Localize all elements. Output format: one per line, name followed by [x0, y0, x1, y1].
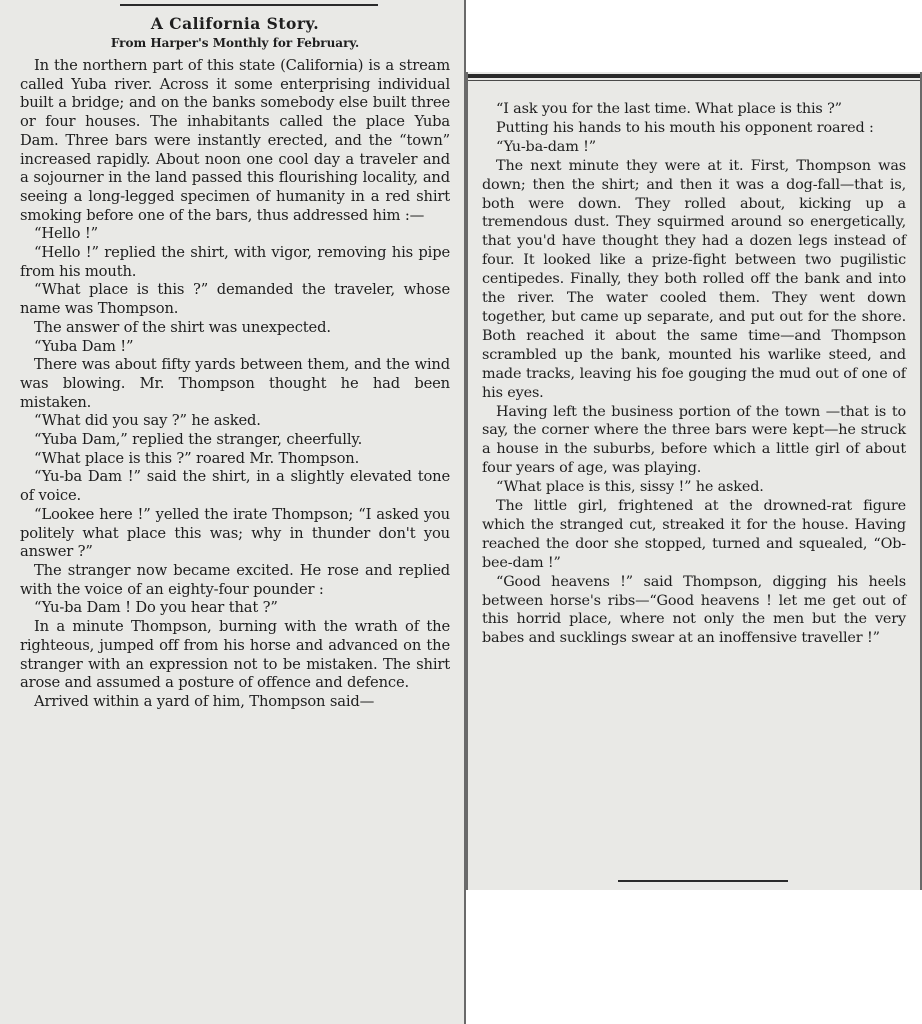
paragraph: There was about fifty yards between them, and the wind was blowing. Mr. Thompson thought he had been mistaken.	[20, 356, 450, 411]
paragraph: Arrived within a yard of him, Thompson said—	[34, 692, 375, 710]
column-top-rule-thin	[468, 80, 920, 81]
paragraph: “Hello !”	[34, 225, 98, 243]
paragraph: “What place is this ?” roared Mr. Thompson.	[34, 449, 360, 467]
paragraph: “Lookee here !” yelled the irate Thompson; “I asked you politely what place this was; why in thunder don't you answer ?”	[20, 505, 450, 561]
column-top-rule	[468, 74, 920, 78]
paragraph: The stranger now became excited. He rose and replied with the voice of an eighty-four pounder :	[20, 561, 450, 598]
paragraph: The little girl, frightened at the drowned-rat figure which the stranged cut, streaked it for the house. Having reached the door she stopped, turned and squealed, “Ob-bee-dam !”	[482, 498, 906, 571]
paragraph: In the northern part of this state (California) is a stream called Yuba river. Across it some enterprising individual built a bridge; and on the banks somebody else built three or four houses. The inhabitants called the place Yuba Dam. Three bars were instantly erected, and the “town” increased rapidly. About noon one cool day a traveler and a sojourner in the land passed this flourishing locality, and seeing a long-legged specimen of humanity in a red shirt smoking before one of the bars, thus addressed him :—	[20, 57, 450, 224]
paragraph: The next minute they were at it. First, Thompson was down; then the shirt; and then it was a dog-fall—that is, both were down. They rolled about, kicking up a tremendous dust. They squirmed around so energetically, that you'd have thought they had a dozen legs instead of four. It looked like a prize-fight between two pugilistic centipedes. Finally, they both rolled off the bank and into the river. The water cooled them. They went down together, but came up separate, and put out for the shore. Both reached it about the same time—and Thompson scrambled up the bank, mounted his warlike steed, and made tracks, leaving his foe gouging the mud out of one of his eyes.	[482, 157, 906, 401]
left-column-body	[20, 57, 450, 712]
paragraph: “Yu-ba Dam ! Do you hear that ?”	[34, 599, 278, 617]
paragraph: “What place is this, sissy !” he asked.	[496, 479, 764, 496]
paragraph: In a minute Thompson, burning with the wrath of the righteous, jumped off from his horse and advanced on the stranger with an expression not to be mistaken. The shirt arose and assumed a posture of offence and defence.	[20, 618, 450, 692]
right-column-body	[482, 72, 906, 648]
paragraph: The answer of the shirt was unexpected.	[34, 318, 331, 336]
right-column	[466, 72, 922, 890]
paragraph: “What did you say ?” he asked.	[34, 412, 261, 430]
paragraph: “Hello !” replied the shirt, with vigor, removing his pipe from his mouth.	[20, 244, 450, 280]
article-title: A California Story.	[150, 14, 320, 33]
paragraph: “Yu-ba Dam !” said the shirt, in a slightly elevated tone of voice.	[20, 468, 450, 505]
paragraph: “Yuba Dam !”	[34, 337, 134, 355]
paragraph: “Good heavens !” said Thompson, digging his heels between horse's ribs—“Good heavens ! let me get out of this horrid place, where not only the men but the very babes and sucklings swear at an inoffensive traveller !”	[482, 573, 906, 647]
paragraph: “What place is this ?” demanded the traveler, whose name was Thompson.	[20, 281, 450, 318]
paragraph: Having left the business portion of the town —that is to say, the corner where the three bars were kept—he struck a house in the suburbs, before which a little girl of about four years of age, was playing.	[482, 403, 906, 477]
paragraph: “Yuba Dam,” replied the stranger, cheerfully.	[34, 431, 363, 449]
header-rule	[120, 4, 378, 6]
paragraph: Putting his hands to his mouth his opponent roared :	[496, 119, 874, 136]
paragraph: “Yu-ba-dam !”	[496, 138, 596, 155]
article-end-rule	[618, 880, 788, 882]
article-source: From Harper's Monthly for February.	[110, 36, 360, 50]
paragraph: “I ask you for the last time. What place is this ?”	[496, 101, 842, 117]
